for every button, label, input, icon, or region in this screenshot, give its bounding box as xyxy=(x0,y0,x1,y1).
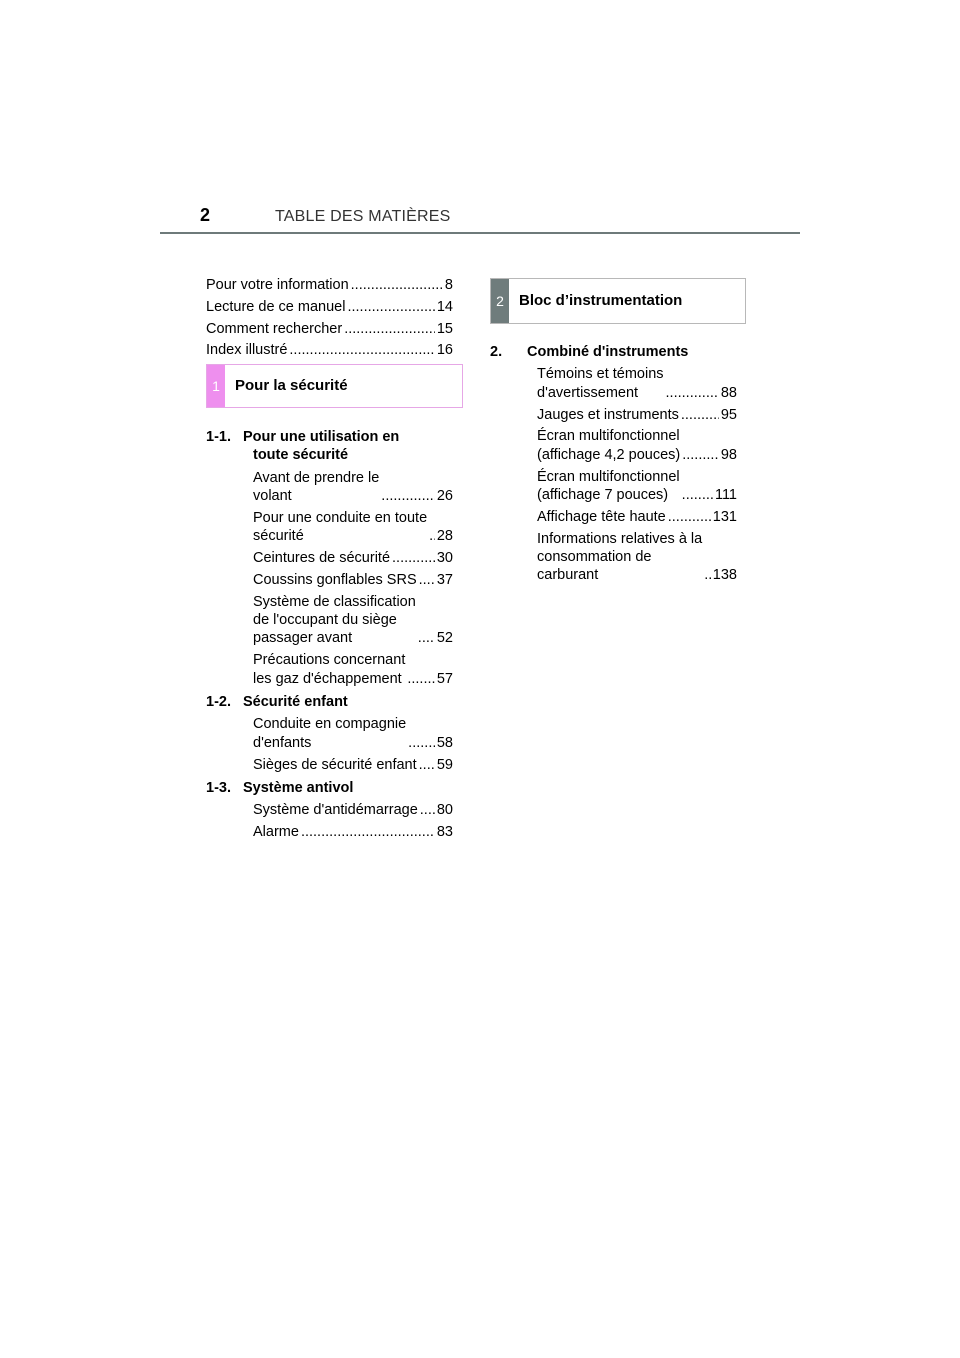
section-heading-1-2[interactable]: 1-2. Sécurité enfant xyxy=(206,694,348,711)
toc-entry[interactable]: Pour une conduite en toute sécurité ..... 28 xyxy=(243,509,453,546)
chapter-1-title: Pour la sécurité xyxy=(235,376,348,394)
section-heading-1-1[interactable]: 1-1. Pour une utilisation en toute sécurité xyxy=(206,428,400,464)
page-header-title: TABLE DES MATIÈRES xyxy=(275,208,451,225)
header-rule xyxy=(160,232,800,234)
toc-entry[interactable]: Ceintures de sécurité ..... 30 xyxy=(243,549,453,567)
chapter-2-title: Bloc d’instrumentation xyxy=(519,291,683,309)
toc-entry[interactable]: Sièges de sécurité enfant ..... 59 xyxy=(243,756,453,774)
toc-entry[interactable]: Coussins gonflables SRS ..... 37 xyxy=(243,571,453,589)
toc-entry[interactable]: Système d'antidémarrage ..... 80 xyxy=(243,801,453,819)
toc-entry[interactable]: Jauges et instruments ..... 95 xyxy=(527,406,737,424)
toc-entry[interactable]: Affichage tête haute ..... 131 xyxy=(527,508,737,526)
front-matter-list xyxy=(206,276,453,360)
toc-entry-front-0[interactable]: Pour votre information ..... 8 xyxy=(206,276,453,294)
chapter-1-header[interactable] xyxy=(206,364,463,408)
toc-entry[interactable]: Écran multifonctionnel (affichage 4,2 pouces) ..... 98 xyxy=(527,427,737,464)
section-2-entries xyxy=(527,365,737,584)
toc-entry[interactable]: Précautions concernant les gaz d'échappement ..... 57 xyxy=(243,651,453,688)
chapter-1-tab: 1 xyxy=(207,365,225,407)
section-heading-2[interactable]: 2. Combiné d'instruments xyxy=(490,344,689,360)
toc-entry-front-1[interactable]: Lecture de ce manuel ..... 14 xyxy=(206,298,453,316)
toc-entry[interactable]: Alarme ..... 83 xyxy=(243,823,453,841)
toc-entry[interactable]: Avant de prendre le volant ..... 26 xyxy=(243,469,453,506)
section-1-1-entries xyxy=(243,469,453,688)
toc-entry[interactable]: Système de classification de l'occupant du siège passager avant ..... 52 xyxy=(243,593,453,648)
toc-entry[interactable]: Témoins et témoins d'avertissement ..... 88 xyxy=(527,365,737,402)
toc-entry[interactable]: Informations relatives à la consommation de carburant ..... 138 xyxy=(527,530,737,585)
section-1-2-entries xyxy=(243,715,453,774)
page-number: 2 xyxy=(200,205,211,225)
section-1-3-entries xyxy=(243,801,453,841)
toc-entry-front-2[interactable]: Comment rechercher ..... 15 xyxy=(206,320,453,338)
chapter-2-tab: 2 xyxy=(491,279,509,323)
toc-entry-front-3[interactable]: Index illustré ..... 16 xyxy=(206,341,453,359)
toc-right-column xyxy=(490,278,746,588)
toc-entry[interactable]: Écran multifonctionnel (affichage 7 pouces) ..... 111 xyxy=(527,468,737,505)
toc-entry[interactable]: Conduite en compagnie d'enfants ..... 58 xyxy=(243,715,453,752)
toc-left-column xyxy=(206,276,464,845)
chapter-2-header[interactable] xyxy=(490,278,746,324)
section-heading-1-3[interactable]: 1-3. Système antivol xyxy=(206,780,354,797)
